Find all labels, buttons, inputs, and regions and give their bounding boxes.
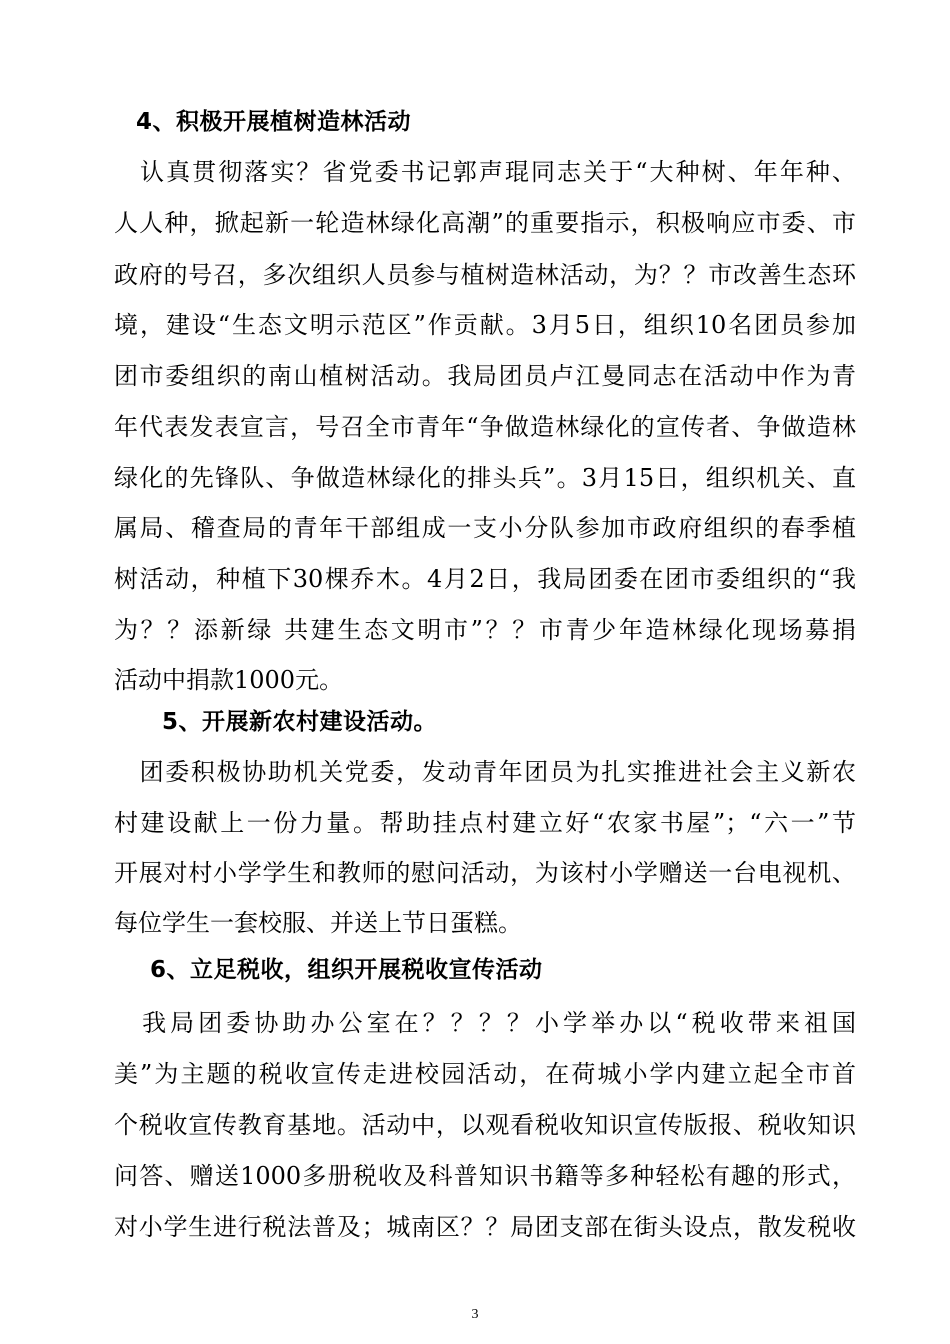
section-heading: 4、积极开展植树造林活动 <box>136 109 412 135</box>
paragraph-line: 活动中捐款1000元。 <box>114 666 344 694</box>
paragraph-line: 问答、赠送1000多册税收及科普知识书籍等多种轻松有趣的形式， <box>114 1162 856 1190</box>
paragraph-line: 团市委组织的南山植树活动。我局团员卢江曼同志在活动中作为青 <box>114 362 856 390</box>
paragraph-line: 政府的号召，多次组织人员参与植树造林活动，为？？市改善生态环 <box>114 261 856 289</box>
paragraph-line: 属局、稽查局的青年干部组成一支小分队参加市政府组织的春季植 <box>114 514 856 542</box>
paragraph-line: 为？？添新绿 共建生态文明市”？？市青少年造林绿化现场募捐 <box>114 616 856 644</box>
section-heading: 6、立足税收，组织开展税收宣传活动 <box>150 957 543 983</box>
paragraph-line: 认真贯彻落实？省党委书记郭声琨同志关于“大种树、年年种、 <box>114 158 856 186</box>
paragraph-line: 个税收宣传教育基地。活动中，以观看税收知识宣传版报、税收知识 <box>114 1111 856 1139</box>
paragraph-line: 境，建设“生态文明示范区”作贡献。3月5日，组织10名团员参加 <box>114 311 856 339</box>
paragraph-line: 团委积极协助机关党委，发动青年团员为扎实推进社会主义新农 <box>114 758 856 786</box>
page-number: 3 <box>471 1307 479 1322</box>
paragraph-line: 美”为主题的税收宣传走进校园活动，在荷城小学内建立起全市首 <box>114 1060 856 1088</box>
paragraph-line: 年代表发表宣言，号召全市青年“争做造林绿化的宣传者、争做造林 <box>114 413 856 441</box>
paragraph-line: 每位学生一套校服、并送上节日蛋糕。 <box>114 909 522 937</box>
paragraph-line: 村建设献上一份力量。帮助挂点村建立好“农家书屋”；“六一”节 <box>114 809 856 837</box>
section-heading: 5、开展新农村建设活动。 <box>162 709 438 735</box>
paragraph-line: 树活动，种植下30棵乔木。4月2日，我局团委在团市委组织的“我 <box>114 565 856 593</box>
paragraph-line: 我局团委协助办公室在？？？？小学举办以“税收带来祖国 <box>114 1009 856 1037</box>
paragraph-line: 对小学生进行税法普及；城南区？？局团支部在街头设点，散发税收 <box>114 1213 856 1241</box>
paragraph-line: 人人种，掀起新一轮造林绿化高潮”的重要指示，积极响应市委、市 <box>114 209 856 237</box>
paragraph-line: 绿化的先锋队、争做造林绿化的排头兵”。3月15日，组织机关、直 <box>114 464 856 492</box>
paragraph-line: 开展对村小学学生和教师的慰问活动，为该村小学赠送一台电视机、 <box>114 859 856 887</box>
